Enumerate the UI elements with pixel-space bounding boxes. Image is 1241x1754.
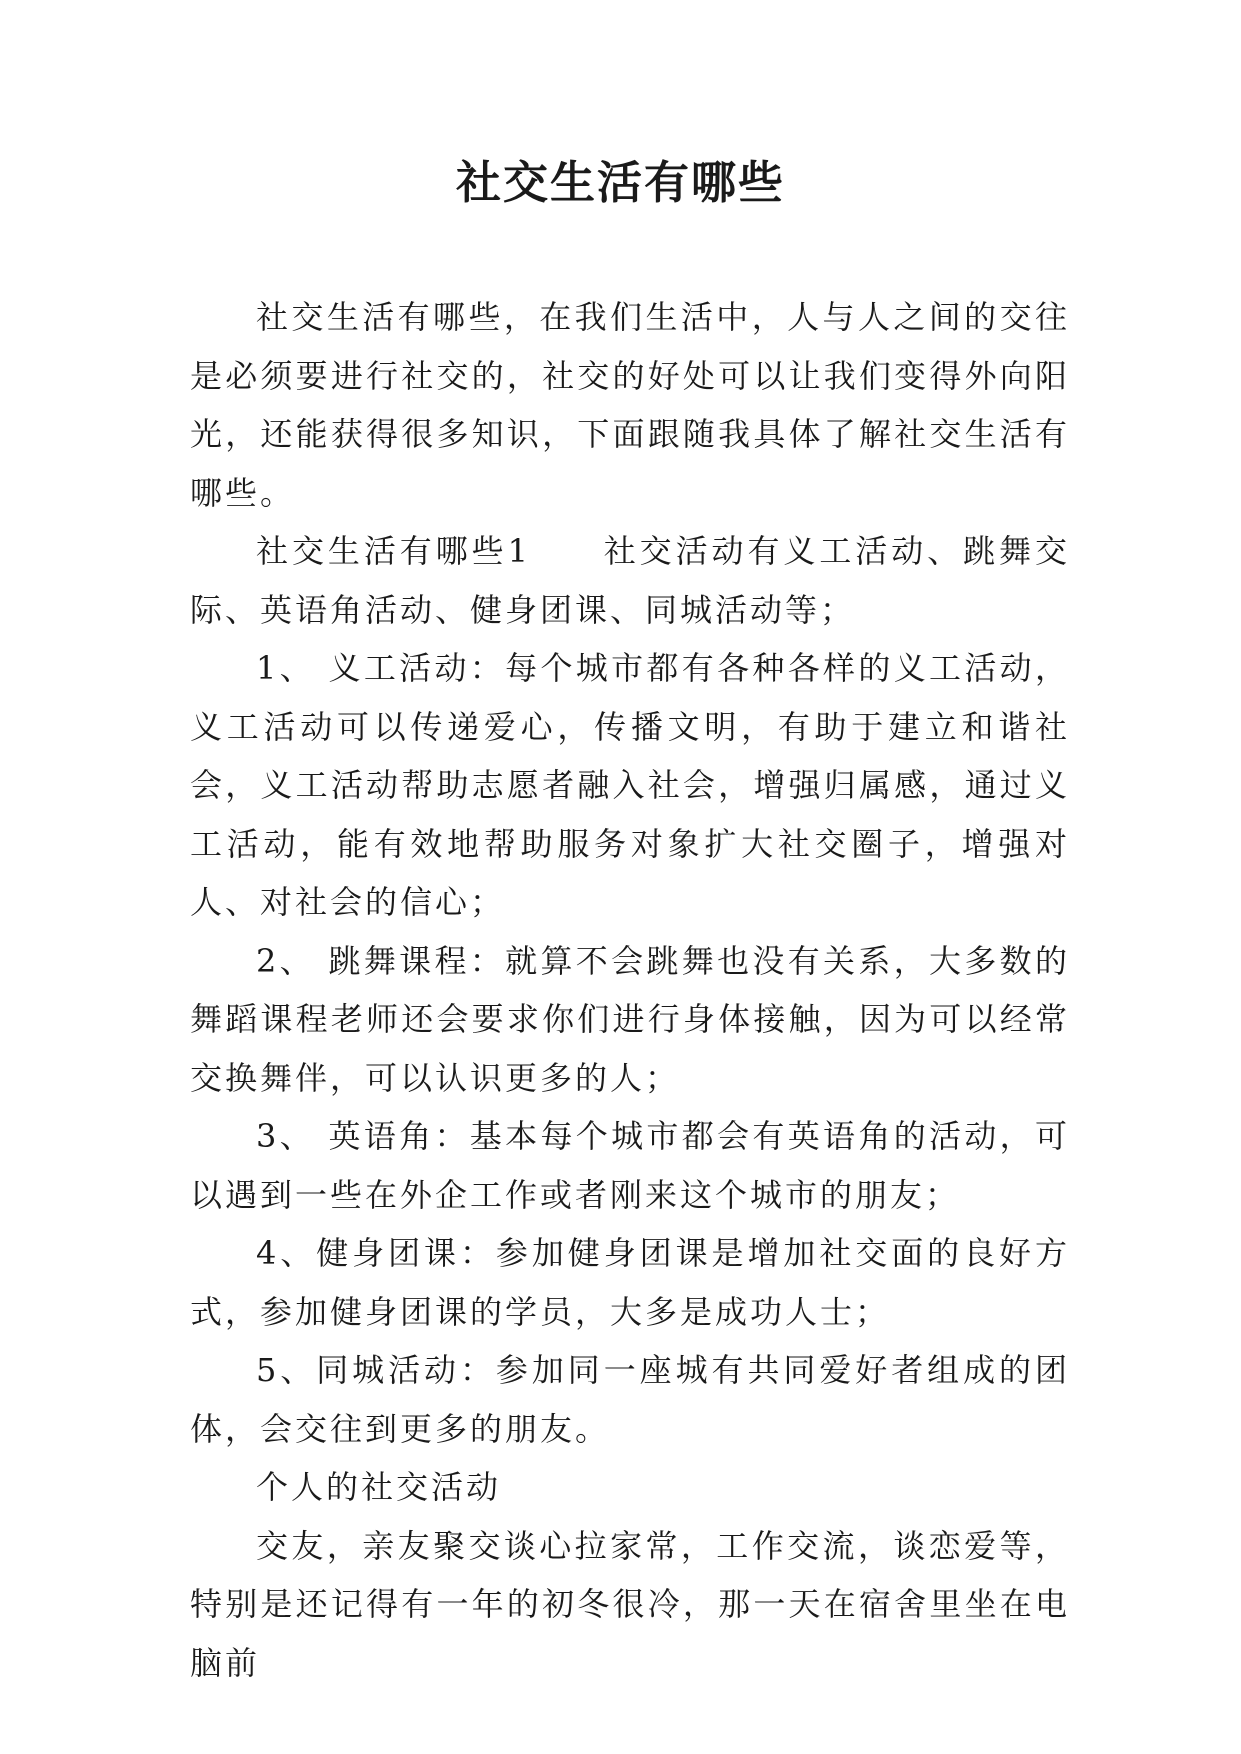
document-body (190, 288, 1070, 1692)
paragraph-fitness: 4、健身团课：参加健身团课是增加社交面的良好方式，参加健身团课的学员，大多是成功人士； (190, 1234, 1070, 1331)
paragraph-personal: 交友，亲友聚交谈心拉家常，工作交流，谈恋爱等，特别是还记得有一年的初冬很冷，那一天在宿舍里坐在电脑前 (190, 1526, 1070, 1682)
paragraph-english-corner: 3、 英语角：基本每个城市都会有英语角的活动，可以遇到一些在外企工作或者刚来这个城市的朋友； (190, 1117, 1070, 1214)
paragraph-dance: 2、 跳舞课程：就算不会跳舞也没有关系，大多数的舞蹈课程老师还会要求你们进行身体接触，因为可以经常交换舞伴，可以认识更多的人； (190, 941, 1070, 1097)
page-title: 社交生活有哪些 (455, 156, 785, 209)
paragraph-overview: 社交生活有哪些1 社交活动有义工活动、跳舞交际、英语角活动、健身团课、同城活动等； (190, 532, 1070, 629)
paragraph-intro: 社交生活有哪些，在我们生活中，人与人之间的交往是必须要进行社交的，社交的好处可以让我们变得外向阳光，还能获得很多知识，下面跟随我具体了解社交生活有哪些。 (190, 298, 1070, 512)
paragraph-city-activity: 5、同城活动：参加同一座城有共同爱好者组成的团体，会交往到更多的朋友。 (190, 1351, 1070, 1448)
paragraph-volunteer: 1、 义工活动：每个城市都有各种各样的义工活动，义工活动可以传递爱心，传播文明，有助于建立和谐社会，义工活动帮助志愿者融入社会，增强归属感，通过义工活动，能有效地帮助服务对象扩大社交圈子，增强对人、对社会的信心； (190, 649, 1070, 921)
section-heading: 个人的社交活动 (256, 1468, 502, 1506)
